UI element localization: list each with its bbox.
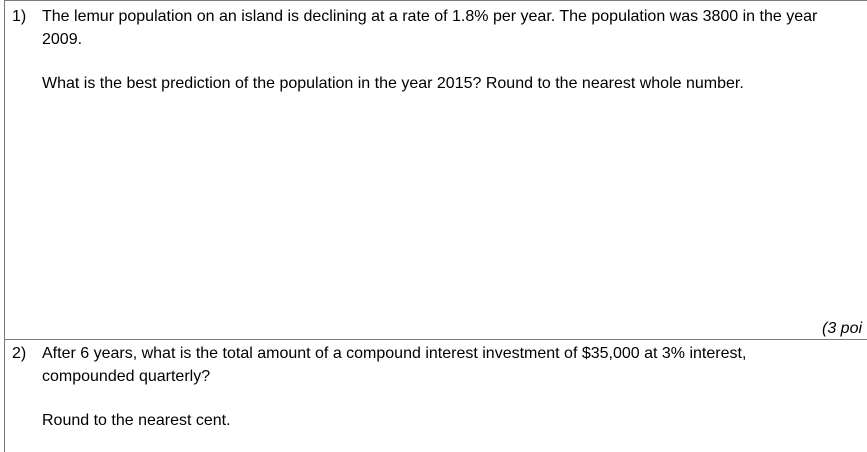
table-top-border	[4, 0, 867, 1]
question-divider	[4, 339, 867, 340]
question-1-line-2: 2009.	[42, 31, 83, 48]
question-1-points: (3 poi	[822, 320, 863, 337]
question-2-line-3: Round to the nearest cent.	[42, 412, 231, 429]
question-1-line-3: What is the best prediction of the population in the year 2015? Round to the nearest whole number.	[42, 75, 744, 92]
question-2-line-1: After 6 years, what is the total amount of a compound interest investment of $35,000 at 3% interest,	[42, 345, 747, 362]
question-2-number: 2)	[12, 345, 27, 362]
question-1-line-1: The lemur population on an island is declining at a rate of 1.8% per year. The population was 3800 in the year	[42, 8, 818, 25]
question-2-line-2: compounded quarterly?	[42, 368, 211, 385]
table-left-border	[4, 0, 5, 452]
question-1-number: 1)	[12, 8, 27, 25]
